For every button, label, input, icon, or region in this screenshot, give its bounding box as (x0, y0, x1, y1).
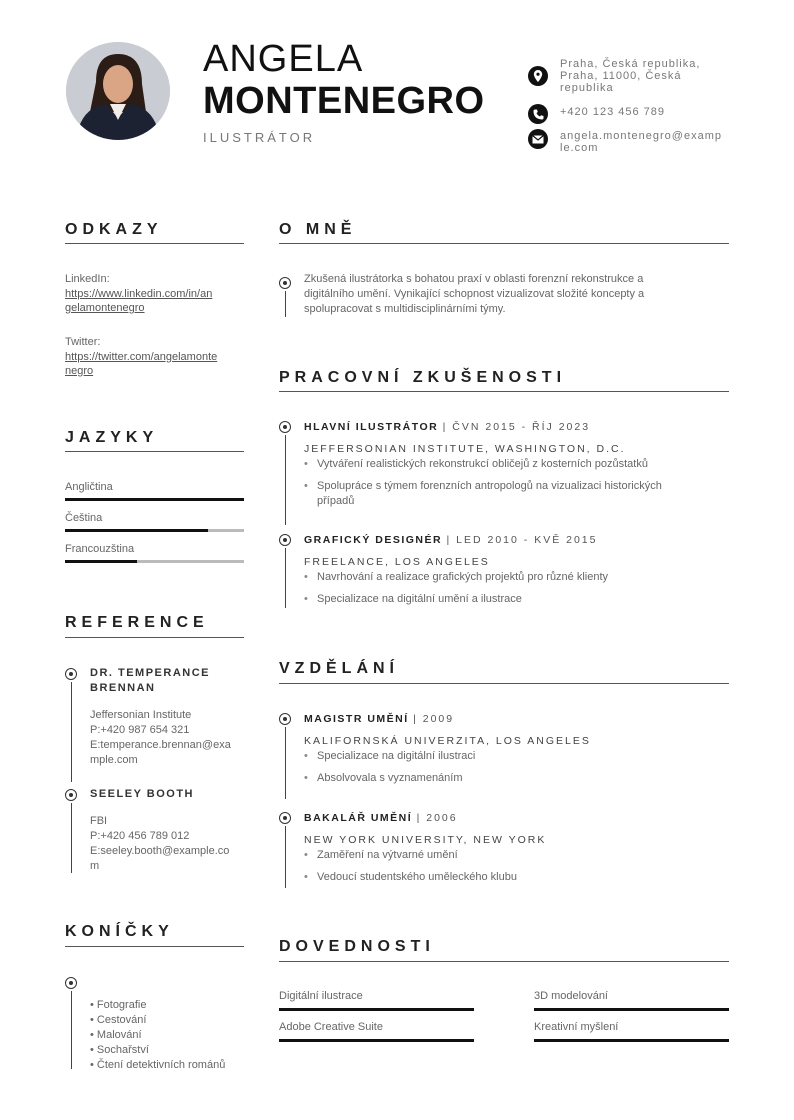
experience-item: HLAVNÍ ILUSTRÁTOR | ČVN 2015 - ŘÍJ 2023 JEFFERSONIAN INSTITUTE, WASHINGTON, D.C. • Vytváření realistických rekonstrukcí obličejů z kosterních pozůstatků • Spolupráce s týmem forenzních antropologů na vizualizaci historických případů (304, 421, 724, 509)
language-czech: Čeština (65, 512, 103, 524)
language-french: Francouzština (65, 543, 135, 555)
timeline-line (71, 803, 72, 873)
timeline-line (285, 826, 286, 888)
references-heading: REFERENCE (65, 614, 209, 631)
hobbies-list (90, 998, 260, 1073)
contact-email: angela.montenegro@examp le.com (560, 130, 722, 154)
email-icon (528, 129, 548, 149)
timeline-line (285, 291, 286, 317)
links-list (65, 272, 245, 378)
skill-bar (534, 1039, 729, 1042)
skills-divider (279, 961, 729, 962)
about-divider (279, 243, 729, 244)
timeline-dot (279, 713, 291, 725)
timeline-line (71, 991, 72, 1069)
profile-photo (66, 42, 170, 140)
first-name: ANGELA (203, 38, 364, 80)
list-item: • Sochařství (90, 1044, 149, 1056)
links-divider (65, 243, 244, 244)
languages-divider (65, 451, 244, 452)
contact-address: Praha, Česká republika, Praha, 11000, Česká republika (560, 58, 701, 94)
phone-icon (528, 104, 548, 124)
timeline-dot (279, 421, 291, 433)
twitter-link[interactable]: https://twitter.com/angelamonte negro (65, 351, 218, 377)
education-divider (279, 683, 729, 684)
timeline-line (71, 682, 72, 782)
languages-heading: JAZYKY (65, 429, 159, 446)
skill-label: Kreativní myšlení (534, 1021, 619, 1033)
linkedin-link[interactable]: https://www.linkedin.com/in/an gelamontenegro (65, 288, 213, 314)
timeline-line (285, 727, 286, 799)
reference-item: DR. TEMPERANCE BRENNAN Jeffersonian Institute P:+420 987 654 321 E:temperance.brennan@exa mple.com (90, 667, 231, 766)
links-heading: ODKAZY (65, 221, 163, 238)
linkedin-label: LinkedIn: (65, 273, 110, 285)
timeline-dot (65, 977, 77, 989)
experience-item: GRAFICKÝ DESIGNÉR | LED 2010 - KVĚ 2015 FREELANCE, LOS ANGELES • Navrhování a realizace grafických projektů pro různé klienty • Specializace na digitální umění a ilustrace (304, 534, 724, 607)
education-item: MAGISTR UMĚNÍ | 2009 KALIFORNSKÁ UNIVERZITA, LOS ANGELES • Specializace na digitální ilustraci • Absolvovala s vyznamenáním (304, 713, 724, 786)
last-name: MONTENEGRO (203, 80, 485, 122)
timeline-dot (65, 789, 77, 801)
skills-heading: DOVEDNOSTI (279, 938, 435, 955)
list-item: • Fotografie (90, 999, 147, 1011)
hobbies-heading: KONÍČKY (65, 923, 174, 940)
hobbies-divider (65, 946, 244, 947)
timeline-line (285, 548, 286, 608)
twitter-label: Twitter: (65, 336, 101, 348)
skill-label: Digitální ilustrace (279, 990, 363, 1002)
list-item: • Čtení detektivních románů (90, 1059, 226, 1071)
timeline-line (285, 435, 286, 525)
education-item: BAKALÁŘ UMĚNÍ | 2006 NEW YORK UNIVERSITY, NEW YORK • Zaměření na výtvarné umění • Vedoucí studentského uměleckého klubu (304, 812, 724, 885)
language-czech-bar (65, 529, 244, 532)
about-text: Zkušená ilustrátorka s bohatou praxí v oblasti forenzní rekonstrukce a digitálního umění. Vynikající schopnost vizualizovat složité koncepty a spolupracovat s multidisciplinárními týmy. (304, 273, 645, 315)
skill-bar (279, 1008, 474, 1011)
timeline-dot (279, 812, 291, 824)
list-item: • Malování (90, 1029, 142, 1041)
skill-bar (279, 1039, 474, 1042)
education-heading: VZDĚLÁNÍ (279, 660, 399, 677)
skill-bar (534, 1008, 729, 1011)
timeline-dot (279, 277, 291, 289)
location-icon (528, 66, 548, 86)
reference-item: SEELEY BOOTH FBI P:+420 456 789 012 E:seeley.booth@example.co m (90, 788, 230, 872)
job-title: ILUSTRÁTOR (203, 130, 316, 145)
references-divider (65, 637, 244, 638)
skill-label: Adobe Creative Suite (279, 1021, 383, 1033)
experience-heading: PRACOVNÍ ZKUŠENOSTI (279, 369, 567, 386)
language-french-bar (65, 560, 244, 563)
list-item: • Cestování (90, 1014, 147, 1026)
skill-label: 3D modelování (534, 990, 608, 1002)
language-english-bar (65, 498, 244, 501)
language-english: Angličtina (65, 481, 113, 493)
experience-divider (279, 391, 729, 392)
contact-phone: +420 123 456 789 (560, 106, 666, 118)
about-heading: O MNĚ (279, 221, 357, 238)
timeline-dot (279, 534, 291, 546)
timeline-dot (65, 668, 77, 680)
